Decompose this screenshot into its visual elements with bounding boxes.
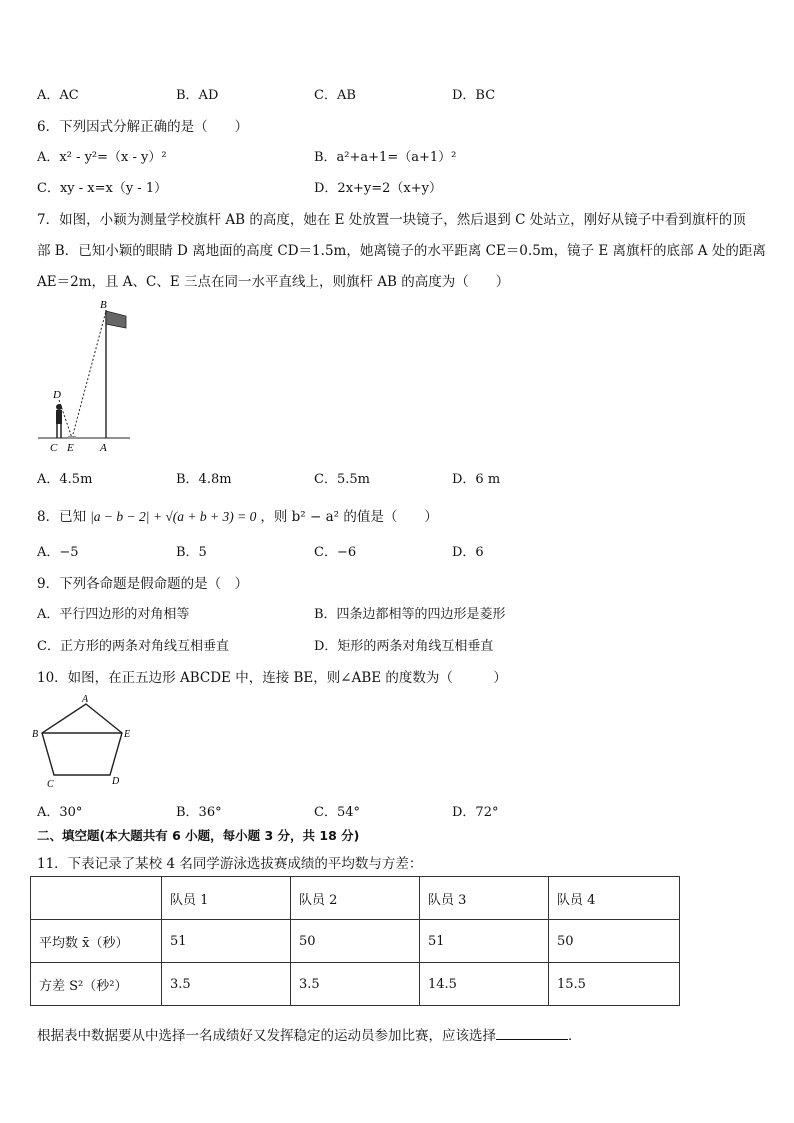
label-d: D [53,389,61,401]
table-cell: 15.5 [549,963,680,1006]
table-cell: 51 [162,920,291,963]
mirror [68,436,76,439]
q7-line1: 7．如图，小颖为测量学校旗杆 AB 的高度，她在 E 处放置一块镜子，然后退到 C 处站立，刚好从镜子中看到旗杆的顶 [37,212,746,228]
q6-option-b: B．a²+a+1=（a+1）² [314,150,457,165]
label-c: C [47,779,54,790]
q11-conclusion [37,1024,582,1044]
table-cell: 50 [291,920,420,963]
person-body [56,410,62,424]
q10-option-d: D．72° [452,805,499,820]
q8-option-c: C．−6 [314,545,357,560]
table-header-cell: 队员 4 [549,877,680,920]
q5-option-c: C．AB [314,88,356,103]
q8-expression: |a − b − 2| + √(a + b + 3) = 0 [90,509,257,524]
table-header-cell: 队员 1 [162,877,291,920]
q8-option-a: A．−5 [37,545,79,560]
q11-conclusion-text: 根据表中数据要从中选择一名成绩好又发挥稳定的运动员参加比赛，应该选择 [37,1028,496,1044]
row-label-variance: 方差 S²（秒²） [31,963,162,1006]
q7-option-d: D．6 m [452,472,501,487]
label-d: D [112,776,120,787]
q8-prefix: 8．已知 [37,509,87,525]
table-header-cell: 队员 2 [291,877,420,920]
flagpole-figure [30,296,140,456]
row-label-mean: 平均数 x̄（秒） [31,920,162,963]
label-c: C [50,442,58,454]
q10-option-a: A．30° [37,805,83,820]
q5-option-a: A．AC [37,88,79,103]
label-e: E [67,442,74,454]
q9-option-d: D．矩形的两条对角线互相垂直 [314,639,494,654]
q7-line3: AE＝2m，且 A、C、E 三点在同一水平直线上，则旗杆 AB 的高度为（ ） [37,274,510,290]
q9-option-b: B．四条边都相等的四边形是菱形 [314,607,506,622]
table-cell [31,877,162,920]
flag [106,311,126,328]
q6-stem: 6．下列因式分解正确的是（ ） [37,119,249,135]
table-cell: 14.5 [420,963,549,1006]
table-header-row [31,877,680,920]
q9-option-c: C．正方形的两条对角线互相垂直 [37,639,229,654]
q8-option-b: B．5 [176,545,207,560]
table-header-cell: 队员 3 [420,877,549,920]
label-a: A [82,694,89,705]
q10-stem: 10．如图，在正五边形 ABCDE 中，连接 BE，则∠ABE 的度数为（ ） [37,670,507,686]
q8-suffix: ，则 b² − a² 的值是（ ） [260,509,438,525]
q7-option-a: A．4.5m [37,472,93,487]
table-row [31,920,680,963]
q11-stem: 11．下表记录了某校 4 名同学游泳选拔赛成绩的平均数与方差： [37,856,423,872]
pentagon-abcde [42,704,122,775]
q11-end-mark: ． [568,1028,582,1044]
q7-line2: 部 B．已知小颖的眼睛 D 离地面的高度 CD＝1.5m，她离镜子的水平距离 CE＝0.5m，镜子 E 离旗杆的底部 A 处的距离 [37,243,766,259]
q6-option-c: C．xy - x=x（y - 1） [37,181,168,196]
label-b: B [100,299,107,311]
q6-option-d: D．2x+y=2（x+y） [314,181,442,196]
pentagon-figure [30,692,140,792]
q11-table [30,876,680,1006]
q8-stem [37,505,438,525]
q9-option-a: A．平行四边形的对角相等 [37,607,190,622]
label-b: B [32,729,39,740]
q10-option-b: B．36° [176,805,222,820]
table-cell: 3.5 [291,963,420,1006]
q6-option-a: A．x² - y²=（x - y）² [37,150,167,165]
answer-blank[interactable] [496,1027,568,1040]
table-cell: 3.5 [162,963,291,1006]
q8-option-d: D．6 [452,545,484,560]
q7-option-b: B．4.8m [176,472,232,487]
table-row [31,963,680,1006]
table-cell: 51 [420,920,549,963]
section-2-heading: 二、填空题(本大题共有 6 小题，每小题 3 分，共 18 分) [37,828,360,843]
label-a: A [100,442,107,454]
q7-option-c: C．5.5m [314,472,370,487]
q5-option-d: D．BC [452,88,496,103]
label-e: E [124,729,131,740]
q9-stem: 9．下列各命题是假命题的是（ ） [37,576,249,592]
q10-option-c: C．54° [314,805,360,820]
person-head [56,404,62,410]
q5-option-b: B．AD [176,88,219,103]
sight-line-eb [72,311,106,438]
table-cell: 50 [549,920,680,963]
